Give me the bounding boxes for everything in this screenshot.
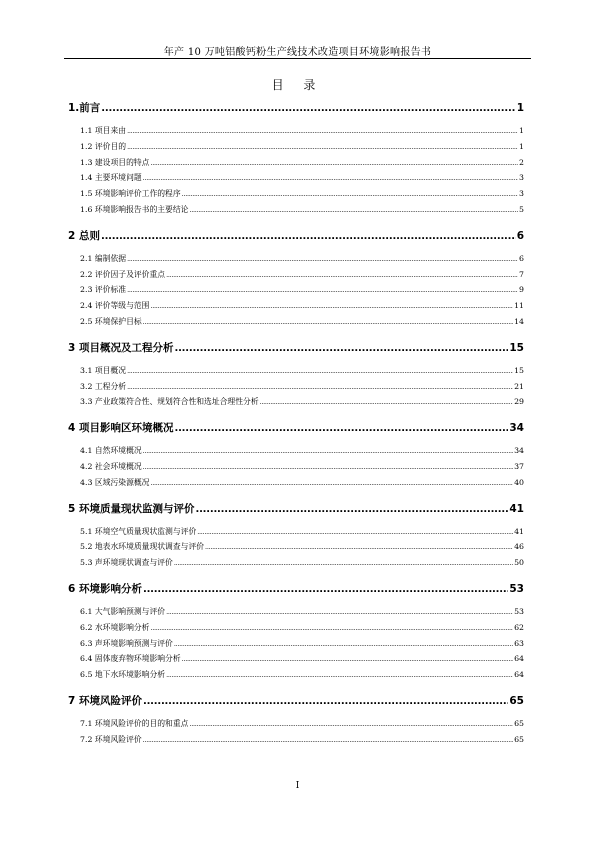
toc-section-entry-label: 3.1 项目概况 bbox=[80, 365, 127, 375]
dot-leader bbox=[127, 380, 513, 396]
toc-section-entry[interactable] bbox=[68, 139, 524, 155]
toc-section-entry-page-number: 64 bbox=[514, 654, 524, 664]
toc-section-entry-label: 3.3 产业政策符合性、规划符合性和选址合理性分析 bbox=[80, 397, 259, 407]
chapter-gap bbox=[68, 748, 524, 756]
toc-section-entry-label: 5.2 地表水环境质量现状调查与评价 bbox=[80, 542, 205, 552]
running-header: 年产 10 万吨铝酸钙粉生产线技术改造项目环境影响报告书 bbox=[163, 47, 432, 58]
toc-section-entry[interactable] bbox=[68, 636, 524, 652]
toc-section-entry-page-number: 21 bbox=[514, 381, 524, 391]
dot-leader bbox=[101, 227, 516, 246]
header-rule bbox=[64, 58, 531, 59]
dot-leader bbox=[182, 652, 513, 668]
toc-section-entry-page-number: 9 bbox=[519, 285, 524, 295]
toc-section-entry-page-number: 3 bbox=[519, 173, 524, 183]
toc-chapter-entry[interactable] bbox=[68, 99, 524, 117]
table-of-contents bbox=[68, 98, 524, 756]
toc-section-entry-page-number: 11 bbox=[514, 301, 524, 311]
toc-chapter-entry-label: 5 环境质量现状监测与评价 bbox=[68, 502, 195, 515]
toc-section-entry-label: 4.1 自然环境概况 bbox=[80, 446, 142, 456]
toc-section-entry[interactable] bbox=[68, 363, 524, 379]
dot-leader bbox=[205, 540, 513, 556]
dot-leader bbox=[143, 315, 513, 331]
dot-leader bbox=[143, 460, 513, 476]
toc-section-entry-label: 6.5 地下水环境影响分析 bbox=[80, 670, 166, 680]
toc-section-entry-page-number: 50 bbox=[514, 558, 524, 568]
toc-chapter-entry[interactable] bbox=[68, 419, 524, 437]
toc-section-entry[interactable] bbox=[68, 524, 524, 540]
chapter-gap bbox=[68, 410, 524, 418]
toc-chapter-entry-label: 1.前言 bbox=[68, 102, 101, 114]
toc-chapter-entry-label: 2 总则 bbox=[68, 229, 100, 242]
dot-leader bbox=[127, 124, 518, 140]
toc-chapter-entry-label: 6 环境影响分析 bbox=[68, 582, 142, 595]
toc-section-entry[interactable] bbox=[68, 555, 524, 571]
dot-leader bbox=[150, 476, 513, 492]
toc-section-entry[interactable] bbox=[68, 604, 524, 620]
dot-leader bbox=[127, 140, 518, 156]
toc-chapter-entry-page-number: 6 bbox=[516, 229, 524, 242]
toc-section-entry-label: 2.5 环境保护目标 bbox=[80, 316, 142, 326]
toc-section-entry-label: 2.3 评价标准 bbox=[80, 285, 127, 295]
dot-leader bbox=[150, 621, 513, 637]
toc-chapter-entry[interactable] bbox=[68, 227, 524, 245]
toc-chapter-entry-label: 4 项目影响区环境概况 bbox=[68, 422, 174, 435]
dot-leader bbox=[260, 395, 513, 411]
chapter-gap bbox=[68, 330, 524, 338]
toc-section-entry[interactable] bbox=[68, 716, 524, 732]
toc-section-entry-page-number: 41 bbox=[514, 526, 524, 536]
toc-section-entry-page-number: 62 bbox=[514, 622, 524, 632]
dot-leader bbox=[127, 283, 518, 299]
dot-leader bbox=[150, 299, 513, 315]
toc-section-entry[interactable] bbox=[68, 202, 524, 218]
toc-section-entry-page-number: 64 bbox=[514, 670, 524, 680]
chapter-gap bbox=[68, 571, 524, 579]
toc-chapter-entry-page-number: 34 bbox=[509, 422, 524, 435]
toc-section-entry[interactable] bbox=[68, 123, 524, 139]
toc-section-entry-label: 2.2 评价因子及评价重点 bbox=[80, 269, 166, 279]
dot-leader bbox=[174, 419, 508, 438]
toc-section-entry-page-number: 3 bbox=[519, 189, 524, 199]
toc-chapter-entry-label: 7 环境风险评价 bbox=[68, 694, 142, 707]
toc-section-entry[interactable] bbox=[68, 267, 524, 283]
toc-chapter-entry[interactable] bbox=[68, 339, 524, 357]
dot-leader bbox=[127, 364, 513, 380]
toc-chapter-entry[interactable] bbox=[68, 580, 524, 598]
chapter-gap bbox=[68, 683, 524, 691]
toc-section-entry-page-number: 40 bbox=[514, 477, 524, 487]
toc-section-entry-label: 1.3 建设项目的特点 bbox=[80, 157, 150, 167]
dot-leader bbox=[166, 668, 513, 684]
dot-leader bbox=[143, 444, 513, 460]
toc-chapter-entry-label: 3 项目概况及工程分析 bbox=[68, 341, 174, 354]
toc-section-entry-page-number: 7 bbox=[519, 269, 524, 279]
toc-section-entry[interactable] bbox=[68, 732, 524, 748]
toc-section-entry[interactable] bbox=[68, 620, 524, 636]
toc-section-entry-label: 7.2 环境风险评价 bbox=[80, 734, 142, 744]
toc-section-entry-page-number: 37 bbox=[514, 461, 524, 471]
dot-leader bbox=[189, 203, 518, 219]
toc-chapter-entry-page-number: 65 bbox=[509, 694, 524, 707]
toc-section-entry[interactable] bbox=[68, 298, 524, 314]
toc-section-entry-page-number: 29 bbox=[514, 397, 524, 407]
toc-section-entry[interactable] bbox=[68, 379, 524, 395]
toc-chapter-entry-page-number: 41 bbox=[509, 502, 524, 515]
toc-section-entry-page-number: 2 bbox=[519, 157, 524, 167]
toc-title: 目 录 bbox=[271, 78, 324, 92]
page-number: I bbox=[295, 781, 300, 791]
dot-leader bbox=[143, 580, 508, 599]
toc-section-entry-label: 6.4 固体废弃物环境影响分析 bbox=[80, 654, 181, 664]
toc-section-entry-page-number: 65 bbox=[514, 718, 524, 728]
toc-section-entry[interactable] bbox=[68, 667, 524, 683]
dot-leader bbox=[174, 556, 513, 572]
toc-section-entry[interactable] bbox=[68, 394, 524, 410]
toc-section-entry[interactable] bbox=[68, 459, 524, 475]
dot-leader bbox=[143, 733, 513, 749]
chapter-gap bbox=[68, 218, 524, 226]
toc-section-entry-page-number: 1 bbox=[519, 126, 524, 135]
toc-section-entry-label: 1.6 环境影响报告书的主要结论 bbox=[80, 204, 189, 214]
toc-section-entry-label: 4.2 社会环境概况 bbox=[80, 461, 142, 471]
toc-section-entry-label: 1.1 项目来由 bbox=[80, 126, 127, 135]
toc-section-entry-page-number: 65 bbox=[514, 734, 524, 744]
dot-leader bbox=[189, 717, 513, 733]
toc-chapter-entry[interactable] bbox=[68, 500, 524, 518]
toc-section-entry-page-number: 34 bbox=[514, 446, 524, 456]
dot-leader bbox=[166, 605, 513, 621]
toc-section-entry[interactable] bbox=[68, 539, 524, 555]
toc-section-entry[interactable] bbox=[68, 170, 524, 186]
toc-section-entry-label: 1.5 环境影响评价工作的程序 bbox=[80, 189, 181, 199]
toc-section-entry-label: 2.4 评价等级与范围 bbox=[80, 301, 150, 311]
toc-section-entry-page-number: 1 bbox=[519, 141, 524, 151]
dot-leader bbox=[174, 637, 513, 653]
dot-leader bbox=[143, 692, 508, 711]
toc-section-entry-page-number: 5 bbox=[519, 204, 524, 214]
toc-section-entry[interactable] bbox=[68, 155, 524, 171]
chapter-gap bbox=[68, 491, 524, 499]
toc-section-entry-page-number: 14 bbox=[514, 316, 524, 326]
toc-section-entry-label: 3.2 工程分析 bbox=[80, 381, 127, 391]
dot-leader bbox=[182, 187, 518, 203]
dot-leader bbox=[127, 252, 518, 268]
toc-section-entry-page-number: 6 bbox=[519, 253, 524, 263]
dot-leader bbox=[150, 156, 518, 172]
toc-section-entry[interactable] bbox=[68, 251, 524, 267]
toc-chapter-entry-page-number: 53 bbox=[509, 582, 524, 595]
dot-leader bbox=[143, 171, 518, 187]
toc-section-entry-page-number: 53 bbox=[514, 606, 524, 616]
toc-section-entry[interactable] bbox=[68, 186, 524, 202]
toc-section-entry-label: 1.2 评价目的 bbox=[80, 141, 127, 151]
toc-section-entry-label: 5.1 环境空气质量现状监测与评价 bbox=[80, 526, 197, 536]
toc-chapter-entry-page-number: 15 bbox=[509, 341, 524, 354]
dot-leader bbox=[195, 500, 508, 519]
dot-leader bbox=[174, 339, 508, 358]
toc-section-entry-label: 6.3 声环境影响预测与评价 bbox=[80, 638, 173, 648]
toc-section-entry-label: 4.3 区域污染源概况 bbox=[80, 477, 150, 487]
toc-section-entry-label: 1.4 主要环境问题 bbox=[80, 173, 142, 183]
toc-section-entry[interactable] bbox=[68, 475, 524, 491]
dot-leader bbox=[166, 268, 518, 284]
toc-section-entry[interactable] bbox=[68, 314, 524, 330]
toc-chapter-entry-page-number: 1 bbox=[516, 102, 524, 114]
toc-section-entry-label: 6.2 水环境影响分析 bbox=[80, 622, 150, 632]
toc-section-entry-label: 5.3 声环境现状调查与评价 bbox=[80, 558, 173, 568]
toc-section-entry-page-number: 46 bbox=[514, 542, 524, 552]
toc-section-entry[interactable] bbox=[68, 651, 524, 667]
toc-section-entry-label: 7.1 环境风险评价的目的和重点 bbox=[80, 718, 189, 728]
toc-section-entry-page-number: 63 bbox=[514, 638, 524, 648]
toc-section-entry-page-number: 15 bbox=[514, 365, 524, 375]
toc-section-entry[interactable] bbox=[68, 282, 524, 298]
toc-section-entry-label: 2.1 编制依据 bbox=[80, 253, 127, 263]
toc-chapter-entry[interactable] bbox=[68, 692, 524, 710]
dot-leader bbox=[101, 99, 515, 118]
toc-section-entry-label: 6.1 大气影响预测与评价 bbox=[80, 606, 166, 616]
dot-leader bbox=[197, 525, 513, 541]
toc-section-entry[interactable] bbox=[68, 443, 524, 459]
